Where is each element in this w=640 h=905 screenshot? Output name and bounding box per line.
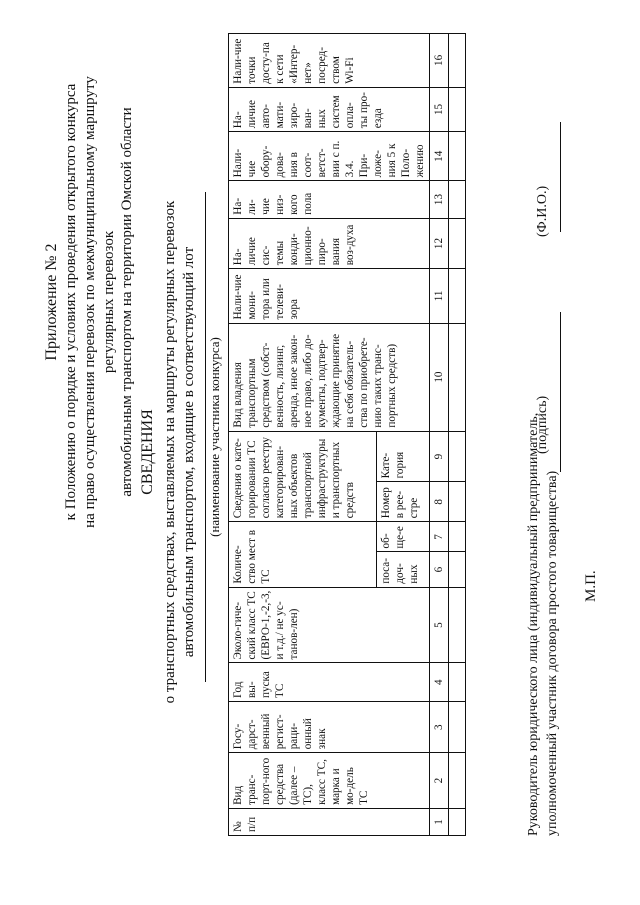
table-cell [449,431,466,482]
col-wifi: Нали-чие точки досту-па к сети «Интер-нет» посред-ством Wi-Fi [229,34,430,88]
column-index: 15 [430,87,449,132]
col-seats: Количе-ство мест в ТС [229,522,377,587]
signature-line [560,312,561,472]
column-index: 8 [430,482,449,522]
table-cell [449,552,466,587]
column-index: 4 [430,663,449,702]
rotated-content [20,22,620,882]
column-index: 2 [430,753,449,809]
column-index: 5 [430,587,449,663]
signature-caption: (подпись) [535,395,550,454]
stamp-place: М.П. [583,570,599,602]
table-cell [449,218,466,269]
column-index: 6 [430,552,449,587]
appendix-line-2: на право осуществления перевозок по межмуниципальному маршруту регулярных перевозок [81,76,117,528]
table-row [449,34,466,836]
column-index: 1 [430,808,449,835]
appendix-line-1: к Положению о порядке и условиях проведения открытого конкурса [63,83,79,521]
table-cell [449,132,466,181]
title-line-1: о транспортных средствах, выставляемых на маршруты регулярных перевозок [161,200,178,704]
column-index: 9 [430,431,449,482]
table-number-row [430,34,449,836]
appendix-header [42,42,137,562]
fio-caption: (Ф.И.О.) [535,185,550,237]
table-cell [449,87,466,132]
table-cell [449,181,466,218]
col-equipment: Нали-чие обору-дова-ния в соот-ветст-вии с п. 3.4. При-ложе-ния 5 к Поло-жению [229,132,430,181]
column-index: 16 [430,34,449,88]
table-header-row [229,34,377,836]
appendix-number: Приложение № 2 [43,243,60,361]
table-cell [449,753,466,809]
column-index: 10 [430,323,449,431]
col-categorization: Сведения о кате-горировании ТС согласно реестру категорирован-ных объектов транспортной инфраструктуры и транспортных средств [229,431,377,522]
col-eco-class: Эколо-гиче-ский класс ТС (ЕВРО-1,-2,-3, и т.д./ не ус-танов-лен) [229,587,430,663]
document-title [138,22,200,882]
title-line-2: автомобильным транспортом, входящие в соответствующий лот [181,246,198,658]
table-cell [449,808,466,835]
table-cell [449,323,466,431]
col-monitor: Нали-чие мони-тора или телеви-зора [229,269,430,323]
col-registry-number: Номер в рее-стре [376,482,429,522]
column-index: 12 [430,218,449,269]
appendix-line-3: автомобильным транспортом на территории Омской области [119,107,136,497]
table-cell [449,482,466,522]
table-cell [449,701,466,752]
column-index: 3 [430,701,449,752]
participant-caption: (наименование участника конкурса) [207,337,222,537]
col-seats-total: об-ще-е [376,522,429,552]
col-seats-seated: поса-доч-ных [376,552,429,587]
column-index: 14 [430,132,449,181]
fio-line [560,122,561,232]
table-cell [449,663,466,702]
column-index: 11 [430,269,449,323]
column-index: 7 [430,522,449,552]
table-cell [449,587,466,663]
col-number: № п/п [229,808,430,835]
table-cell [449,269,466,323]
col-category: Кате-гория [376,431,429,482]
signatory-line-2: уполномоченный участник договора простого товарищества) [544,470,560,836]
participant-name-field [205,192,223,682]
col-low-floor: На-ли-чие низ-кого пола [229,181,430,218]
col-payment-systems: На-личие авто-мати-зиро-ван-ных систем опла-ты про-езда [229,87,430,132]
column-index: 13 [430,181,449,218]
col-registration: Госу-дарст-венный регист-раци-онный знак [229,701,430,752]
col-air-conditioning: На-личие сис-темы конди-ционно-пиро-вания воз-духа [229,218,430,269]
table-cell [449,34,466,88]
vehicles-table [228,33,466,836]
table-cell [449,522,466,552]
signatory-line-1: Руководитель юридического лица (индивидуальный предприниматель, [526,412,541,836]
col-vehicle-type: Вид транс-порт-ного средства (далее – ТС), класс ТС, марка и мо-дель ТС [229,753,430,809]
col-year: Год вы-пуска ТС [229,663,430,702]
col-ownership: Вид владения транспортным средством (собст-венность, лизинг, аренда, иное закон-ное право, либо до-кументы, подтвер-ждающие принятие на себя обязатель-ства по приобрете-нию таких транс-портных средств) [229,323,430,431]
title-heading: СВЕДЕНИЯ [139,409,156,495]
